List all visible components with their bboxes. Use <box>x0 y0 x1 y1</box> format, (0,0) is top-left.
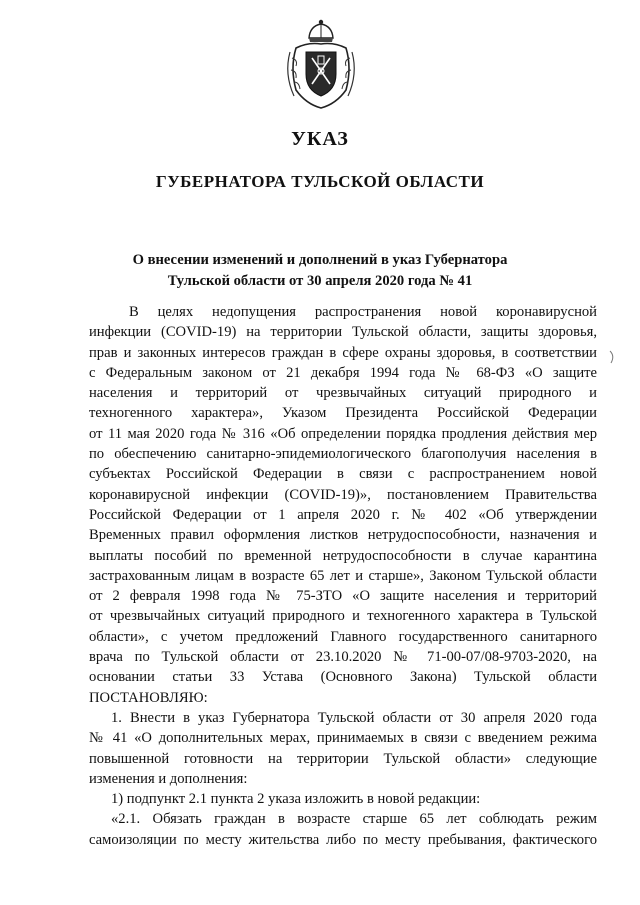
subject-line: Тульской области от 30 апреля 2020 года № 41 <box>167 273 473 289</box>
body-line: прав и законных интересов граждан в сфере охраны здоровья, в соответствии <box>89 344 597 361</box>
body-line: повышенной готовности на территории Тульской области» следующие <box>89 750 597 767</box>
body-line: от 2 февраля 1998 года № 75-ЗТО «О защите населения и территорий <box>89 588 597 605</box>
body-line: инфекции (COVID-19) на территории Тульской области, защиты здоровья, <box>89 324 597 341</box>
body-line-decree: ПОСТАНОВЛЯЮ: <box>89 689 208 706</box>
body-line: врача по Тульской области от 23.10.2020 № 71-00-07/08-9703-2020, на <box>89 649 597 666</box>
document-heading: УКАЗ <box>291 128 349 150</box>
body-line: самоизоляции по месту жительства либо по месту пребывания, фактического <box>89 831 597 848</box>
body-line: от 11 мая 2020 года № 316 «Об определении порядка продления действия мер <box>89 425 597 442</box>
document-body <box>89 302 597 850</box>
subject-line: О внесении изменений и дополнений в указ Губернатора <box>132 252 508 268</box>
body-line: основании статьи 33 Устава (Основного Закона) Тульской области <box>89 669 597 686</box>
body-line: В целях недопущения распространения новой коронавирусной <box>129 304 597 320</box>
body-line: по обеспечению санитарно-эпидемиологического благополучия населения в <box>89 446 597 463</box>
body-line: техногенного характера», Указом Президента Российской Федерации <box>89 405 597 422</box>
body-line: Временных правил оформления листков нетрудоспособности, назначения и <box>89 527 597 544</box>
body-line: выплаты пособий по временной нетрудоспособности в случае карантина <box>89 547 597 564</box>
body-line: «2.1. Обязать граждан в возрасте старше 65 лет соблюдать режим <box>111 811 597 828</box>
document-subject <box>90 250 550 292</box>
tula-coat-of-arms-icon <box>282 18 360 110</box>
body-line: Российской Федерации от 1 апреля 2020 г. № 402 «Об утверждении <box>89 506 597 523</box>
body-line: изменения и дополнения: <box>89 770 248 787</box>
body-line: 1) подпункт 2.1 пункта 2 указа изложить в новой редакции: <box>111 791 481 808</box>
body-line: № 41 «О дополнительных мерах, принимаемых в связи с введением режима <box>89 730 597 747</box>
document-issuer: ГУБЕРНАТОРА ТУЛЬСКОЙ ОБЛАСТИ <box>155 172 485 191</box>
body-line: области», с учетом предложений Главного государственного санитарного <box>89 628 597 645</box>
scan-mark <box>608 350 616 364</box>
body-line: от чрезвычайных ситуаций природного и техногенного характера в Тульской <box>89 608 597 625</box>
body-line: субъектах Российской Федерации в связи с распространением новой <box>89 466 597 483</box>
body-line: 1. Внести в указ Губернатора Тульской области от 30 апреля 2020 года <box>111 709 597 726</box>
body-line: коронавирусной инфекции (COVID-19)», постановлением Правительства <box>89 486 597 503</box>
body-line: с Федеральным законом от 21 декабря 1994 года № 68-ФЗ «О защите <box>89 364 597 381</box>
body-line: застрахованным лицам в возрасте 65 лет и старше», Законом Тульской области <box>89 567 597 584</box>
body-line: населения и территорий от чрезвычайных ситуаций природного и <box>89 385 597 402</box>
